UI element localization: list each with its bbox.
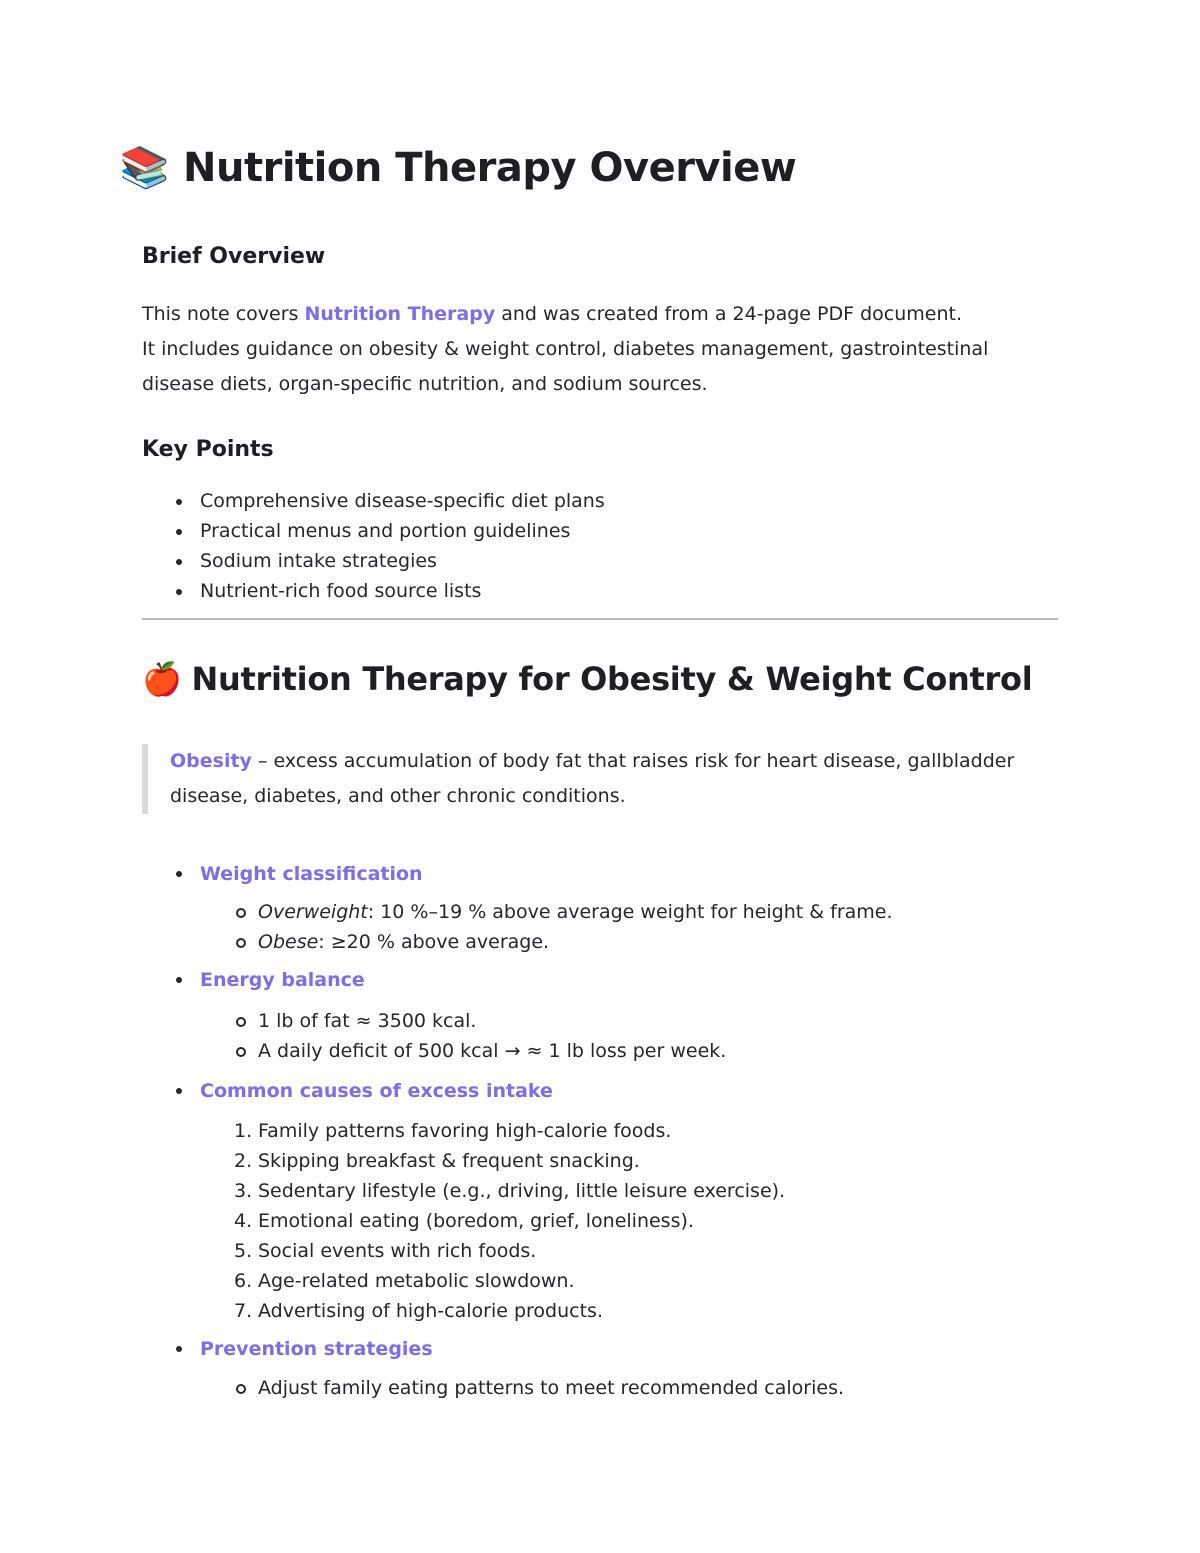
item-number: 7. [234, 1300, 253, 1322]
overweight-text: : 10 %–19 % above average weight for height & frame. [367, 901, 893, 923]
item-text: Emotional eating (boredom, grief, loneliness). [258, 1210, 694, 1232]
section-heading-text: Nutrition Therapy for Obesity & Weight Control [191, 660, 1033, 698]
item-number: 6. [234, 1270, 253, 1292]
overweight-term: Overweight [258, 901, 368, 923]
bullet-dot [176, 871, 182, 877]
list-item: Nutrient-rich food source lists [142, 576, 605, 606]
page-title [0, 144, 1058, 191]
item-number: 5. [234, 1240, 253, 1262]
energy-balance-list [258, 1006, 726, 1066]
item-text: Social events with rich foods. [258, 1240, 537, 1262]
bullet-dot [176, 1088, 182, 1094]
brief-line1-post: and was created from a 24-page PDF document. [495, 303, 962, 325]
bullet-dot [176, 977, 182, 983]
list-item: Sodium intake strategies [142, 546, 605, 576]
divider [142, 618, 1058, 620]
list-item: 1 lb of fat ≈ 3500 kcal. [258, 1006, 726, 1036]
item-number: 3. [234, 1180, 253, 1202]
brief-line1-pre: This note covers [142, 303, 305, 325]
item-text: Age-related metabolic slowdown. [258, 1270, 575, 1292]
section-heading [142, 660, 1032, 698]
obese-text: : ≥20 % above average. [318, 931, 550, 953]
item-number: 4. [234, 1210, 253, 1232]
list-item [234, 1176, 785, 1206]
list-item: Adjust family eating patterns to meet recommended calories. [258, 1373, 844, 1403]
list-item [234, 1116, 785, 1146]
item-text: Advertising of high-calorie products. [258, 1300, 603, 1322]
list-item: Practical menus and portion guidelines [142, 516, 605, 546]
page-title-text: Nutrition Therapy Overview [183, 145, 797, 191]
obesity-term[interactable]: Obesity [170, 750, 252, 772]
weight-classification-list [258, 897, 893, 957]
obese-term: Obese [258, 931, 319, 953]
energy-balance-label[interactable]: Energy balance [200, 969, 365, 991]
list-item [234, 1296, 785, 1326]
brief-overview-heading: Brief Overview [142, 244, 326, 269]
apple-icon: 🍎 [142, 660, 182, 698]
list-item: Comprehensive disease-specific diet plans [142, 486, 605, 516]
key-points-list [142, 486, 605, 606]
common-causes-list [234, 1116, 785, 1326]
nutrition-therapy-link[interactable]: Nutrition Therapy [304, 303, 496, 325]
bullet-dot [176, 1346, 182, 1352]
list-item [234, 1206, 785, 1236]
key-points-heading: Key Points [142, 437, 274, 462]
item-text: Skipping breakfast & frequent snacking. [258, 1150, 640, 1172]
books-icon: 📚 [119, 145, 170, 191]
list-item [234, 1236, 785, 1266]
list-item [258, 897, 893, 927]
list-item [258, 927, 893, 957]
item-text: Sedentary lifestyle (e.g., driving, little leisure exercise). [258, 1180, 786, 1202]
weight-classification-label[interactable]: Weight classification [200, 863, 423, 885]
item-number: 1. [234, 1120, 253, 1142]
prevention-strategies-label[interactable]: Prevention strategies [200, 1338, 433, 1360]
common-causes-label[interactable]: Common causes of excess intake [200, 1080, 553, 1102]
item-number: 2. [234, 1150, 253, 1172]
obesity-definition: – excess accumulation of body fat that raises risk for heart disease, gallbladder disease, diabetes, and other chronic conditions. [170, 750, 1015, 807]
obesity-definition-quote [142, 744, 1030, 814]
list-item [234, 1266, 785, 1296]
brief-line2: It includes guidance on obesity & weight control, diabetes management, gastrointestinal disease diets, organ-specific nutrition, and sodium sources. [142, 338, 989, 395]
list-item: A daily deficit of 500 kcal → ≈ 1 lb loss per week. [258, 1036, 726, 1066]
list-item [234, 1146, 785, 1176]
item-text: Family patterns favoring high-calorie foods. [258, 1120, 672, 1142]
prevention-list [258, 1373, 844, 1403]
brief-overview-text [142, 297, 1058, 402]
